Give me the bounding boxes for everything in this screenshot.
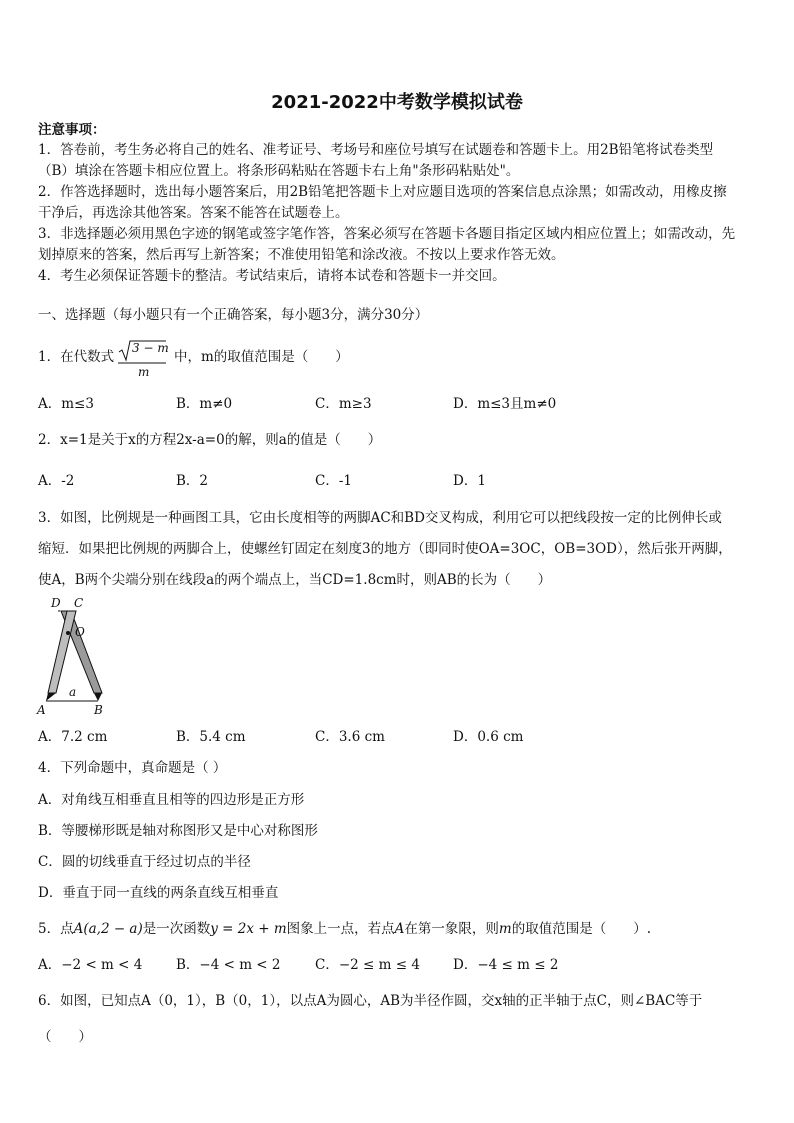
q4-stem: 4．下列命题中，真命题是（ ）: [38, 760, 227, 776]
notice-heading: 注意事项：: [38, 122, 106, 138]
q5-text: 5．点: [38, 921, 74, 937]
page-title: 2021-2022中考数学模拟试卷: [271, 92, 523, 113]
q2-option-b[interactable]: B．2: [176, 473, 209, 489]
notice-line: 干净后，再选涂其他答案。答案不能答在试题卷上。: [38, 205, 349, 221]
label-b: B: [94, 703, 103, 717]
q5-option-c[interactable]: C．−2 ≤ m ≤ 4: [315, 957, 420, 973]
q1-fraction: [118, 338, 168, 380]
q4-option-d[interactable]: D．垂直于同一直线的两条直线互相垂直: [38, 885, 279, 901]
q5-text: 是一次函数: [142, 921, 211, 937]
q2-stem: 2．x=1是关于x的方程2x-a=0的解，则a的值是（ ）: [38, 432, 382, 448]
label-d: D: [51, 596, 61, 610]
q5-option-d[interactable]: D．−4 ≤ m ≤ 2: [453, 957, 559, 973]
q4-option-a[interactable]: A．对角线互相垂直且相等的四边形是正方形: [38, 792, 305, 808]
notice-line: 划掉原来的答案，然后再写上新答案；不准使用铅笔和涂改液。不按以上要求作答无效。: [38, 247, 565, 263]
q5-point: A(a,2 − a): [73, 921, 143, 937]
notice-line: 2．作答选择题时，选出每小题答案后，用2B铅笔把答题卡上对应题目选项的答案信息点涂黑；如需改动，用橡皮擦: [38, 184, 727, 200]
q2-option-c[interactable]: C．-1: [315, 473, 352, 489]
q5-stem: [38, 919, 651, 939]
q5-var-m: m: [498, 921, 512, 937]
q5-option-b[interactable]: B．−4 < m < 2: [176, 957, 281, 973]
q5-text: 图象上一点，若点: [286, 921, 395, 937]
q1-option-d[interactable]: D．m≤3且m≠0: [453, 396, 557, 412]
compass-drawing: [36, 597, 108, 719]
q1-numerator: 3 − m: [132, 341, 169, 355]
q1-option-c[interactable]: C．m≥3: [315, 396, 372, 412]
label-a: A: [37, 703, 46, 717]
q1-suffix: 中，m的取值范围是（ ）: [174, 349, 349, 365]
q2-option-d[interactable]: D．1: [453, 473, 486, 489]
q5-text: 的取值范围是（ ）.: [511, 921, 652, 937]
notice-line: （B）填涂在答题卡相应位置上。将条形码粘贴在答题卡右上角"条形码粘贴处"。: [38, 163, 520, 179]
q3-option-b[interactable]: B．5.4 cm: [176, 729, 246, 745]
q6-stem-line: 6．如图，已知点A（0，1），B（0，1），以点A为圆心，AB为半径作圆，交x轴的正半轴于点C，则∠BAC等于: [38, 993, 703, 1009]
label-o: O: [75, 625, 85, 639]
q3-stem-line: 缩短．如果把比例规的两脚合上，使螺丝钉固定在刻度3的地方（即同时使OA=3OC，OB=3OD），然后张开两脚，: [38, 541, 732, 557]
notice-line: 4．考生必须保证答题卡的整洁。考试结束后，请将本试卷和答题卡一并交回。: [38, 268, 506, 284]
q3-option-c[interactable]: C．3.6 cm: [315, 729, 385, 745]
q3-option-d[interactable]: D．0.6 cm: [453, 729, 524, 745]
q1-prefix: 1．在代数式: [38, 349, 115, 365]
q3-stem-line: 使A，B两个尖端分别在线段a的两个端点上，当CD=1.8cm时，则AB的长为（ ）: [38, 572, 552, 588]
q5-point-a: A: [394, 921, 405, 937]
proportional-compass-figure: [36, 597, 108, 719]
q6-stem-line: （ ）: [38, 1029, 92, 1045]
q2-option-a[interactable]: A．-2: [38, 473, 75, 489]
q1-option-a[interactable]: A．m≤3: [38, 396, 94, 412]
label-c: C: [74, 596, 84, 610]
q5-function: y = 2x + m: [210, 921, 287, 937]
label-a-segment: a: [69, 685, 77, 699]
notice-line: 1．答卷前，考生务必将自己的姓名、准考证号、考场号和座位号填写在试题卷和答题卡上。用2B铅笔将试卷类型: [38, 142, 714, 158]
q1-denominator: m: [138, 365, 150, 379]
notice-line: 3．非选择题必须用黑色字迹的钢笔或签字笔作答，答案必须写在答题卡各题目指定区域内相应位置上；如需改动，先: [38, 226, 736, 242]
q4-option-b[interactable]: B．等腰梯形既是轴对称图形又是中心对称图形: [38, 823, 318, 839]
q3-option-a[interactable]: A．7.2 cm: [38, 729, 108, 745]
q4-option-c[interactable]: C．圆的切线垂直于经过切点的半径: [38, 854, 251, 870]
q3-stem-line: 3．如图，比例规是一种画图工具，它由长度相等的两脚AC和BD交叉构成，利用它可以把线段按一定的比例伸长或: [38, 510, 722, 526]
q5-text: 在第一象限，则: [404, 921, 499, 937]
section-heading: 一、选择题（每小题只有一个正确答案，每小题3分，满分30分）: [38, 307, 429, 323]
q1-option-b[interactable]: B．m≠0: [176, 396, 233, 412]
q5-option-a[interactable]: A．−2 < m < 4: [38, 957, 143, 973]
